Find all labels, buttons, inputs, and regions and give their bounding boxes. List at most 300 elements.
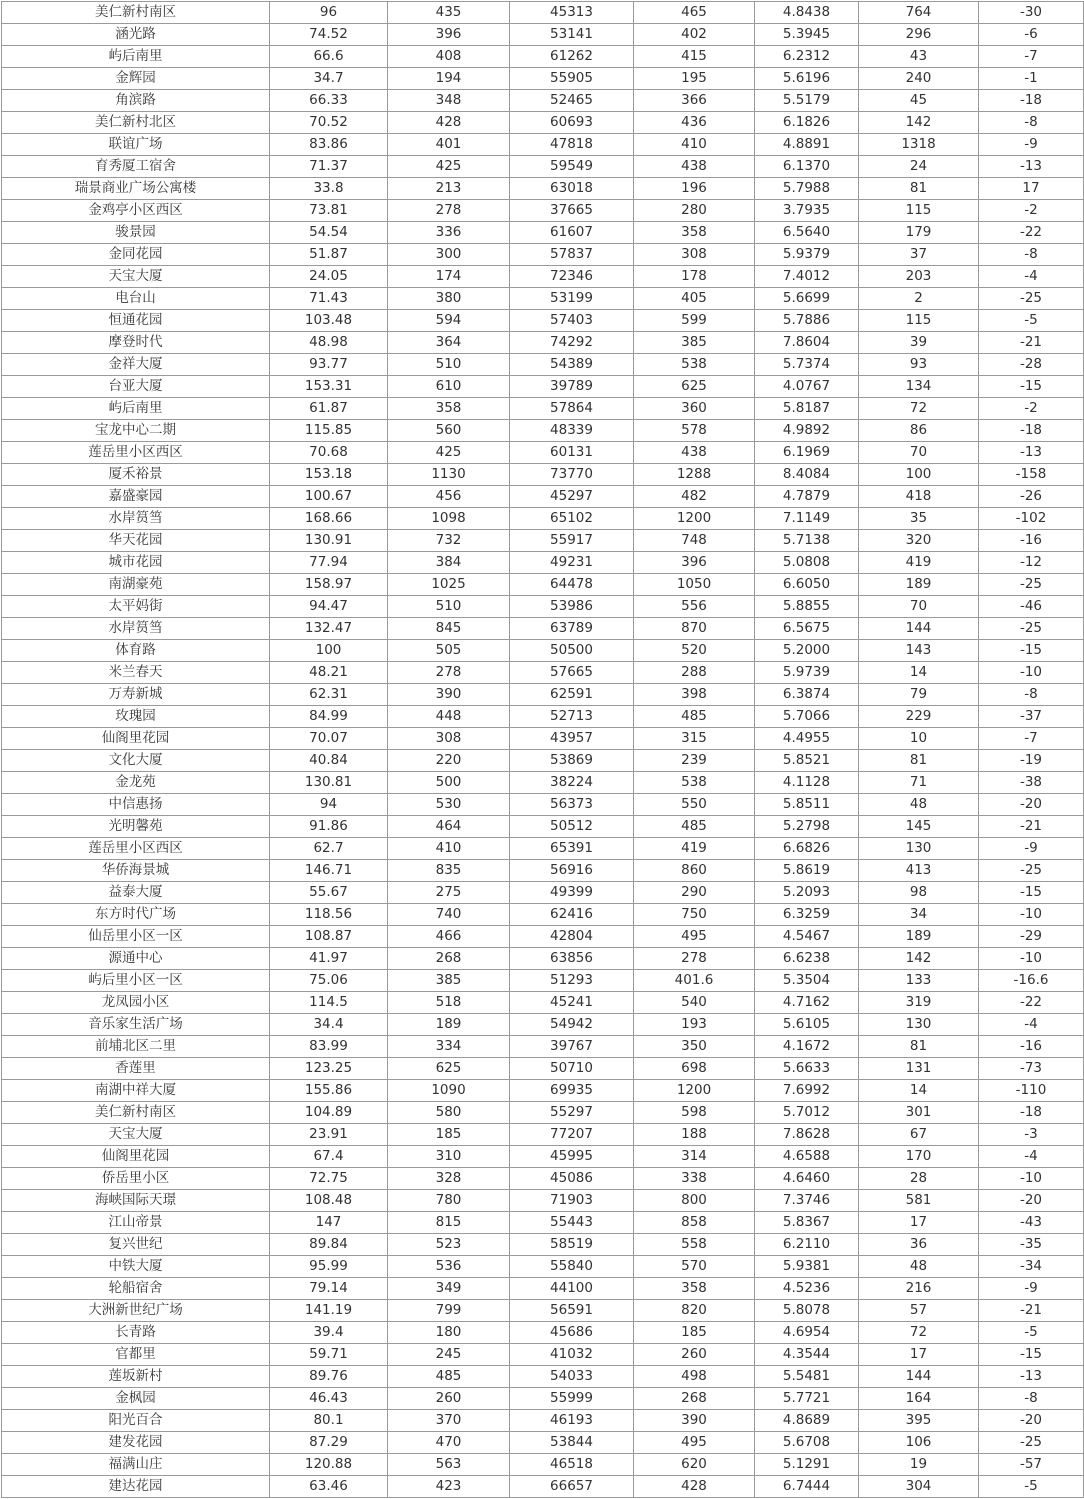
price-cell: 780	[388, 1190, 510, 1212]
ratio-cell: 6.6050	[755, 574, 859, 596]
price-cell: 466	[388, 926, 510, 948]
listed-price-cell: 748	[634, 530, 755, 552]
table-row	[2, 1344, 1084, 1366]
change-cell: -9	[979, 134, 1084, 156]
unit-price-cell: 55840	[510, 1256, 634, 1278]
area-cell: 93.77	[270, 354, 388, 376]
unit-price-cell: 45686	[510, 1322, 634, 1344]
price-cell: 408	[388, 46, 510, 68]
unit-price-cell: 38224	[510, 772, 634, 794]
listed-price-cell: 239	[634, 750, 755, 772]
change-cell: -37	[979, 706, 1084, 728]
community-name-cell: 城市花园	[2, 552, 270, 574]
table-row	[2, 1388, 1084, 1410]
ratio-cell: 4.7162	[755, 992, 859, 1014]
count-cell: 142	[859, 112, 979, 134]
community-name-cell: 嘉盛豪园	[2, 486, 270, 508]
change-cell: -19	[979, 750, 1084, 772]
table-row	[2, 1036, 1084, 1058]
community-name-cell: 骏景园	[2, 222, 270, 244]
price-cell: 275	[388, 882, 510, 904]
community-name-cell: 金同花园	[2, 244, 270, 266]
count-cell: 2	[859, 288, 979, 310]
community-name-cell: 涵光路	[2, 24, 270, 46]
table-row	[2, 992, 1084, 1014]
community-name-cell: 美仁新村北区	[2, 112, 270, 134]
listed-price-cell: 698	[634, 1058, 755, 1080]
table-row	[2, 288, 1084, 310]
change-cell: -10	[979, 1168, 1084, 1190]
unit-price-cell: 63789	[510, 618, 634, 640]
ratio-cell: 4.5467	[755, 926, 859, 948]
price-cell: 500	[388, 772, 510, 794]
listed-price-cell: 360	[634, 398, 755, 420]
count-cell: 14	[859, 1080, 979, 1102]
change-cell: -20	[979, 1190, 1084, 1212]
unit-price-cell: 69935	[510, 1080, 634, 1102]
area-cell: 48.21	[270, 662, 388, 684]
count-cell: 28	[859, 1168, 979, 1190]
price-cell: 510	[388, 354, 510, 376]
community-name-cell: 角滨路	[2, 90, 270, 112]
listing-table	[1, 1, 1084, 1498]
community-name-cell: 厦禾裕景	[2, 464, 270, 486]
ratio-cell: 5.9381	[755, 1256, 859, 1278]
count-cell: 100	[859, 464, 979, 486]
unit-price-cell: 47818	[510, 134, 634, 156]
area-cell: 75.06	[270, 970, 388, 992]
ratio-cell: 5.7721	[755, 1388, 859, 1410]
community-name-cell: 仙阁里花园	[2, 728, 270, 750]
change-cell: -25	[979, 860, 1084, 882]
unit-price-cell: 62416	[510, 904, 634, 926]
unit-price-cell: 53199	[510, 288, 634, 310]
change-cell: -8	[979, 684, 1084, 706]
unit-price-cell: 55999	[510, 1388, 634, 1410]
price-cell: 835	[388, 860, 510, 882]
count-cell: 24	[859, 156, 979, 178]
price-cell: 328	[388, 1168, 510, 1190]
change-cell: -43	[979, 1212, 1084, 1234]
table-row	[2, 46, 1084, 68]
community-name-cell: 摩登时代	[2, 332, 270, 354]
table-row	[2, 376, 1084, 398]
community-name-cell: 金鸡亭小区西区	[2, 200, 270, 222]
ratio-cell: 4.8891	[755, 134, 859, 156]
price-cell: 845	[388, 618, 510, 640]
listed-price-cell: 260	[634, 1344, 755, 1366]
table-row	[2, 486, 1084, 508]
ratio-cell: 5.6105	[755, 1014, 859, 1036]
price-cell: 384	[388, 552, 510, 574]
listed-price-cell: 385	[634, 332, 755, 354]
community-name-cell: 水岸筼筜	[2, 508, 270, 530]
count-cell: 115	[859, 200, 979, 222]
count-cell: 72	[859, 398, 979, 420]
table-body	[2, 2, 1084, 1498]
change-cell: -2	[979, 200, 1084, 222]
unit-price-cell: 74292	[510, 332, 634, 354]
area-cell: 141.19	[270, 1300, 388, 1322]
ratio-cell: 5.8619	[755, 860, 859, 882]
table-row	[2, 1124, 1084, 1146]
change-cell: -21	[979, 332, 1084, 354]
area-cell: 83.86	[270, 134, 388, 156]
community-name-cell: 南湖豪苑	[2, 574, 270, 596]
count-cell: 304	[859, 1476, 979, 1498]
table-row	[2, 640, 1084, 662]
price-cell: 1090	[388, 1080, 510, 1102]
ratio-cell: 5.9739	[755, 662, 859, 684]
unit-price-cell: 60693	[510, 112, 634, 134]
count-cell: 67	[859, 1124, 979, 1146]
ratio-cell: 5.9379	[755, 244, 859, 266]
ratio-cell: 5.7066	[755, 706, 859, 728]
table-row	[2, 596, 1084, 618]
area-cell: 108.48	[270, 1190, 388, 1212]
community-name-cell: 海峡国际天璟	[2, 1190, 270, 1212]
count-cell: 229	[859, 706, 979, 728]
ratio-cell: 4.8438	[755, 2, 859, 24]
table-row	[2, 662, 1084, 684]
table-row	[2, 112, 1084, 134]
count-cell: 36	[859, 1234, 979, 1256]
listed-price-cell: 405	[634, 288, 755, 310]
price-cell: 300	[388, 244, 510, 266]
table-row	[2, 1190, 1084, 1212]
ratio-cell: 4.7879	[755, 486, 859, 508]
listed-price-cell: 520	[634, 640, 755, 662]
count-cell: 70	[859, 596, 979, 618]
change-cell: -22	[979, 992, 1084, 1014]
table-row	[2, 574, 1084, 596]
ratio-cell: 5.7138	[755, 530, 859, 552]
community-name-cell: 屿后南里	[2, 46, 270, 68]
unit-price-cell: 49231	[510, 552, 634, 574]
unit-price-cell: 53844	[510, 1432, 634, 1454]
ratio-cell: 5.7886	[755, 310, 859, 332]
area-cell: 72.75	[270, 1168, 388, 1190]
community-name-cell: 侨岳里小区	[2, 1168, 270, 1190]
ratio-cell: 5.2798	[755, 816, 859, 838]
count-cell: 48	[859, 1256, 979, 1278]
listed-price-cell: 419	[634, 838, 755, 860]
change-cell: -13	[979, 156, 1084, 178]
community-name-cell: 龙凤园小区	[2, 992, 270, 1014]
table-row	[2, 1366, 1084, 1388]
ratio-cell: 4.1128	[755, 772, 859, 794]
change-cell: -35	[979, 1234, 1084, 1256]
change-cell: -20	[979, 1410, 1084, 1432]
area-cell: 147	[270, 1212, 388, 1234]
price-cell: 536	[388, 1256, 510, 1278]
price-cell: 580	[388, 1102, 510, 1124]
price-cell: 174	[388, 266, 510, 288]
price-cell: 1025	[388, 574, 510, 596]
price-cell: 456	[388, 486, 510, 508]
count-cell: 144	[859, 1366, 979, 1388]
listed-price-cell: 401.6	[634, 970, 755, 992]
listed-price-cell: 540	[634, 992, 755, 1014]
price-cell: 370	[388, 1410, 510, 1432]
area-cell: 79.14	[270, 1278, 388, 1300]
count-cell: 86	[859, 420, 979, 442]
table-row	[2, 1014, 1084, 1036]
listed-price-cell: 482	[634, 486, 755, 508]
community-name-cell: 米兰春天	[2, 662, 270, 684]
price-cell: 1130	[388, 464, 510, 486]
community-name-cell: 华侨海景城	[2, 860, 270, 882]
table-row	[2, 706, 1084, 728]
area-cell: 132.47	[270, 618, 388, 640]
ratio-cell: 5.6699	[755, 288, 859, 310]
table-row	[2, 508, 1084, 530]
unit-price-cell: 64478	[510, 574, 634, 596]
unit-price-cell: 54033	[510, 1366, 634, 1388]
change-cell: -10	[979, 904, 1084, 926]
table-row	[2, 398, 1084, 420]
change-cell: -29	[979, 926, 1084, 948]
count-cell: 581	[859, 1190, 979, 1212]
listed-price-cell: 485	[634, 816, 755, 838]
listed-price-cell: 1200	[634, 1080, 755, 1102]
count-cell: 71	[859, 772, 979, 794]
ratio-cell: 5.5481	[755, 1366, 859, 1388]
table-row	[2, 1410, 1084, 1432]
ratio-cell: 4.1672	[755, 1036, 859, 1058]
listed-price-cell: 358	[634, 222, 755, 244]
count-cell: 143	[859, 640, 979, 662]
change-cell: -10	[979, 948, 1084, 970]
listed-price-cell: 288	[634, 662, 755, 684]
change-cell: -15	[979, 376, 1084, 398]
change-cell: -28	[979, 354, 1084, 376]
count-cell: 418	[859, 486, 979, 508]
area-cell: 74.52	[270, 24, 388, 46]
ratio-cell: 5.6196	[755, 68, 859, 90]
community-name-cell: 阳光百合	[2, 1410, 270, 1432]
area-cell: 130.81	[270, 772, 388, 794]
unit-price-cell: 77207	[510, 1124, 634, 1146]
unit-price-cell: 48339	[510, 420, 634, 442]
change-cell: -8	[979, 244, 1084, 266]
ratio-cell: 4.5236	[755, 1278, 859, 1300]
table-row	[2, 310, 1084, 332]
listed-price-cell: 314	[634, 1146, 755, 1168]
price-cell: 560	[388, 420, 510, 442]
area-cell: 67.4	[270, 1146, 388, 1168]
table-row	[2, 838, 1084, 860]
unit-price-cell: 50500	[510, 640, 634, 662]
ratio-cell: 5.7374	[755, 354, 859, 376]
change-cell: -4	[979, 266, 1084, 288]
listed-price-cell: 436	[634, 112, 755, 134]
listed-price-cell: 195	[634, 68, 755, 90]
change-cell: -18	[979, 90, 1084, 112]
table-row	[2, 244, 1084, 266]
listed-price-cell: 750	[634, 904, 755, 926]
price-cell: 510	[388, 596, 510, 618]
listed-price-cell: 398	[634, 684, 755, 706]
price-cell: 464	[388, 816, 510, 838]
listed-price-cell: 178	[634, 266, 755, 288]
community-name-cell: 东方时代广场	[2, 904, 270, 926]
table-row	[2, 948, 1084, 970]
price-cell: 410	[388, 838, 510, 860]
change-cell: -22	[979, 222, 1084, 244]
community-name-cell: 仙岳里小区一区	[2, 926, 270, 948]
listed-price-cell: 428	[634, 1476, 755, 1498]
change-cell: -26	[979, 486, 1084, 508]
change-cell: -30	[979, 2, 1084, 24]
ratio-cell: 3.7935	[755, 200, 859, 222]
ratio-cell: 5.8187	[755, 398, 859, 420]
ratio-cell: 4.6588	[755, 1146, 859, 1168]
table-row	[2, 1476, 1084, 1498]
area-cell: 94.47	[270, 596, 388, 618]
listed-price-cell: 185	[634, 1322, 755, 1344]
count-cell: 144	[859, 618, 979, 640]
unit-price-cell: 45313	[510, 2, 634, 24]
change-cell: -73	[979, 1058, 1084, 1080]
listed-price-cell: 570	[634, 1256, 755, 1278]
count-cell: 145	[859, 816, 979, 838]
count-cell: 106	[859, 1432, 979, 1454]
count-cell: 189	[859, 574, 979, 596]
ratio-cell: 5.8367	[755, 1212, 859, 1234]
count-cell: 134	[859, 376, 979, 398]
count-cell: 43	[859, 46, 979, 68]
price-cell: 336	[388, 222, 510, 244]
count-cell: 17	[859, 1212, 979, 1234]
ratio-cell: 5.1291	[755, 1454, 859, 1476]
count-cell: 170	[859, 1146, 979, 1168]
area-cell: 103.48	[270, 310, 388, 332]
unit-price-cell: 55443	[510, 1212, 634, 1234]
count-cell: 130	[859, 1014, 979, 1036]
area-cell: 46.43	[270, 1388, 388, 1410]
ratio-cell: 5.8078	[755, 1300, 859, 1322]
count-cell: 142	[859, 948, 979, 970]
ratio-cell: 5.3945	[755, 24, 859, 46]
ratio-cell: 7.4012	[755, 266, 859, 288]
price-cell: 349	[388, 1278, 510, 1300]
unit-price-cell: 52713	[510, 706, 634, 728]
table-row	[2, 222, 1084, 244]
listed-price-cell: 558	[634, 1234, 755, 1256]
price-cell: 523	[388, 1234, 510, 1256]
price-cell: 815	[388, 1212, 510, 1234]
ratio-cell: 8.4084	[755, 464, 859, 486]
change-cell: -13	[979, 442, 1084, 464]
area-cell: 108.87	[270, 926, 388, 948]
area-cell: 100	[270, 640, 388, 662]
listed-price-cell: 358	[634, 1278, 755, 1300]
table-row	[2, 266, 1084, 288]
community-name-cell: 南湖中祥大厦	[2, 1080, 270, 1102]
listed-price-cell: 415	[634, 46, 755, 68]
unit-price-cell: 56916	[510, 860, 634, 882]
price-cell: 518	[388, 992, 510, 1014]
count-cell: 34	[859, 904, 979, 926]
price-cell: 185	[388, 1124, 510, 1146]
table-row	[2, 200, 1084, 222]
unit-price-cell: 63018	[510, 178, 634, 200]
table-row	[2, 68, 1084, 90]
listed-price-cell: 196	[634, 178, 755, 200]
change-cell: -38	[979, 772, 1084, 794]
change-cell: -5	[979, 310, 1084, 332]
community-name-cell: 体育路	[2, 640, 270, 662]
unit-price-cell: 45241	[510, 992, 634, 1014]
ratio-cell: 6.6826	[755, 838, 859, 860]
unit-price-cell: 54942	[510, 1014, 634, 1036]
change-cell: -16	[979, 530, 1084, 552]
community-name-cell: 轮船宿舍	[2, 1278, 270, 1300]
price-cell: 308	[388, 728, 510, 750]
table-row	[2, 970, 1084, 992]
ratio-cell: 5.7012	[755, 1102, 859, 1124]
table-row	[2, 860, 1084, 882]
area-cell: 62.31	[270, 684, 388, 706]
unit-price-cell: 46193	[510, 1410, 634, 1432]
area-cell: 123.25	[270, 1058, 388, 1080]
area-cell: 61.87	[270, 398, 388, 420]
table-row	[2, 354, 1084, 376]
area-cell: 63.46	[270, 1476, 388, 1498]
price-cell: 390	[388, 684, 510, 706]
count-cell: 319	[859, 992, 979, 1014]
table-row	[2, 882, 1084, 904]
area-cell: 62.7	[270, 838, 388, 860]
area-cell: 168.66	[270, 508, 388, 530]
area-cell: 155.86	[270, 1080, 388, 1102]
unit-price-cell: 44100	[510, 1278, 634, 1300]
ratio-cell: 6.5675	[755, 618, 859, 640]
area-cell: 130.91	[270, 530, 388, 552]
table-row	[2, 442, 1084, 464]
price-cell: 189	[388, 1014, 510, 1036]
community-name-cell: 光明馨苑	[2, 816, 270, 838]
ratio-cell: 5.0808	[755, 552, 859, 574]
count-cell: 764	[859, 2, 979, 24]
count-cell: 37	[859, 244, 979, 266]
listed-price-cell: 495	[634, 926, 755, 948]
table-row	[2, 1080, 1084, 1102]
change-cell: -8	[979, 1388, 1084, 1410]
unit-price-cell: 53869	[510, 750, 634, 772]
area-cell: 33.8	[270, 178, 388, 200]
change-cell: -18	[979, 1102, 1084, 1124]
table-row	[2, 1256, 1084, 1278]
listed-price-cell: 598	[634, 1102, 755, 1124]
area-cell: 80.1	[270, 1410, 388, 1432]
table-row	[2, 178, 1084, 200]
ratio-cell: 6.7444	[755, 1476, 859, 1498]
ratio-cell: 6.1370	[755, 156, 859, 178]
unit-price-cell: 39767	[510, 1036, 634, 1058]
table-row	[2, 24, 1084, 46]
unit-price-cell: 60131	[510, 442, 634, 464]
unit-price-cell: 61607	[510, 222, 634, 244]
count-cell: 17	[859, 1344, 979, 1366]
count-cell: 70	[859, 442, 979, 464]
area-cell: 115.85	[270, 420, 388, 442]
community-name-cell: 大洲新世纪广场	[2, 1300, 270, 1322]
ratio-cell: 6.1826	[755, 112, 859, 134]
price-cell: 180	[388, 1322, 510, 1344]
area-cell: 153.31	[270, 376, 388, 398]
